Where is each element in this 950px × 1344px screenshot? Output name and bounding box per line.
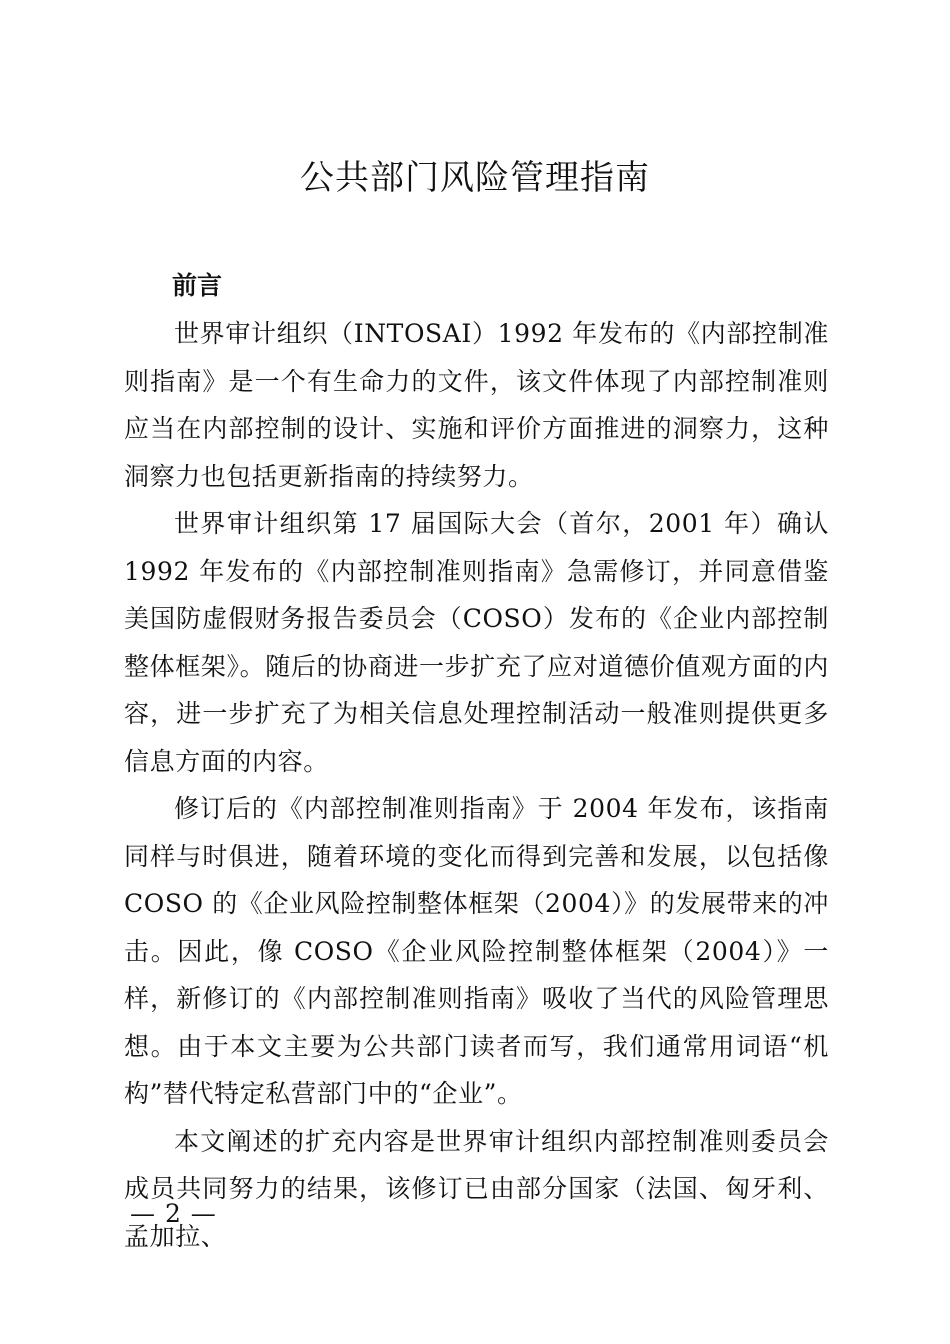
paragraph-1: 世界审计组织（INTOSAI）1992 年发布的《内部控制准则指南》是一个有生命力的文件，该文件体现了内部控制准则应当在内部控制的设计、实施和评价方面推进的洞察力，这种洞察力也包括更新指南的持续努力。 [124, 319, 829, 491]
paragraph-3: 修订后的《内部控制准则指南》于 2004 年发布，该指南同样与时俱进，随着环境的变化而得到完善和发展，以包括像 COSO 的《企业风险控制整体框架（2004）》的发展带来的冲击。因此，像 COSO《企业风险控制整体框架（2004）》一样，新修订的《内部控制准则指南》吸收了当代的风险管理思想。由于本文主要为公共部门读者而写，我们通常用词语“机构”替代特定私营部门中的“企业”。 [124, 794, 829, 1108]
paragraph-2: 世界审计组织第 17 届国际大会（首尔，2001 年）确认 1992 年发布的《内部控制准则指南》急需修订，并同意借鉴美国防虚假财务报告委员会（COSO）发布的《企业内部控制整体框架》。随后的协商进一步扩充了应对道德价值观方面的内容，进一步扩充了为相关信息处理控制活动一般准则提供更多信息方面的内容。 [124, 509, 829, 776]
page-number: — 2 — [130, 1199, 217, 1228]
body-text [124, 310, 829, 1260]
paragraph-4: 本文阐述的扩充内容是世界审计组织内部控制准则委员会成员共同努力的结果，该修订已由部分国家（法国、匈牙利、孟加拉、 [124, 1126, 829, 1251]
document-title: 公共部门风险管理指南 [300, 158, 650, 198]
section-heading-preface: 前言 [172, 271, 223, 300]
